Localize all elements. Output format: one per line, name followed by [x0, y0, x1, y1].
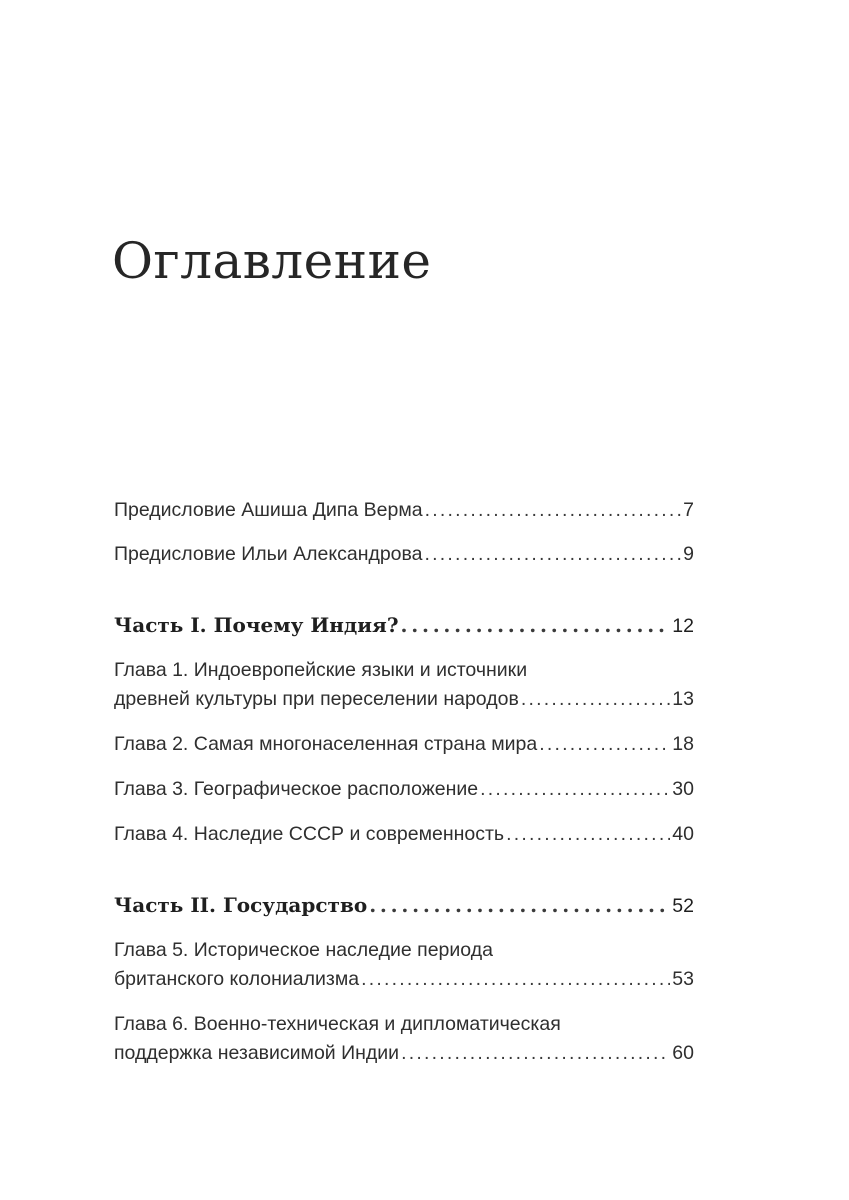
dot-leader — [480, 775, 670, 804]
dot-leader — [369, 891, 670, 920]
dot-leader — [361, 965, 670, 994]
dot-leader — [425, 540, 682, 569]
page-title: Оглавление — [112, 232, 432, 290]
dot-leader — [539, 730, 670, 759]
toc-entry-title-line2: британского колониализма — [114, 968, 360, 990]
toc-page-number: 7 — [683, 499, 694, 521]
toc-entry-chapter-3[interactable] — [114, 775, 694, 804]
dot-leader — [401, 1039, 670, 1068]
toc-entry-title-line1: Глава 5. Историческое наследие периода — [114, 939, 493, 961]
toc-page-number: 53 — [672, 968, 694, 990]
dot-leader — [506, 820, 670, 849]
toc-page-number: 30 — [672, 778, 694, 800]
toc-entry-title: Предисловие Ашиша Дипа Верма — [114, 499, 423, 521]
toc-entry-chapter-5[interactable] — [114, 936, 694, 994]
toc-page-number: 40 — [672, 823, 694, 845]
dot-leader — [425, 496, 682, 525]
toc-page-number: 60 — [672, 1042, 694, 1064]
toc-entry-part-2[interactable] — [114, 891, 694, 921]
toc-part-title: Часть II. Государство — [114, 893, 368, 917]
toc-page-number: 18 — [672, 733, 694, 755]
toc-entry-title: Предисловие Ильи Александрова — [114, 543, 423, 565]
toc-entry-title-line1: Глава 6. Военно-техническая и дипломатическая — [114, 1013, 561, 1035]
toc-page-number: 9 — [683, 543, 694, 565]
toc-entry-title: Глава 3. Географическое расположение — [114, 778, 479, 800]
toc-page-number: 12 — [672, 615, 694, 637]
dot-leader — [401, 611, 671, 640]
toc-entry-chapter-1[interactable] — [114, 656, 694, 714]
toc-page-number: 52 — [672, 895, 694, 917]
table-of-contents — [114, 496, 694, 1068]
toc-entry-part-1[interactable] — [114, 611, 694, 641]
toc-entry-preface-1[interactable] — [114, 496, 694, 525]
toc-entry-title-line2: древней культуры при переселении народов — [114, 688, 519, 710]
toc-entry-title-line2: поддержка независимой Индии — [114, 1042, 400, 1064]
toc-entry-chapter-2[interactable] — [114, 730, 694, 759]
toc-entry-preface-2[interactable] — [114, 540, 694, 569]
toc-entry-chapter-6[interactable] — [114, 1010, 694, 1068]
toc-page-number: 13 — [672, 688, 694, 710]
toc-entry-chapter-4[interactable] — [114, 820, 694, 849]
toc-part-title: Часть I. Почему Индия? — [114, 613, 399, 637]
dot-leader — [521, 685, 670, 714]
toc-entry-title-line1: Глава 1. Индоевропейские языки и источники — [114, 659, 528, 681]
toc-entry-title: Глава 4. Наследие СССР и современность — [114, 823, 505, 845]
toc-entry-title: Глава 2. Самая многонаселенная страна мира — [114, 733, 538, 755]
